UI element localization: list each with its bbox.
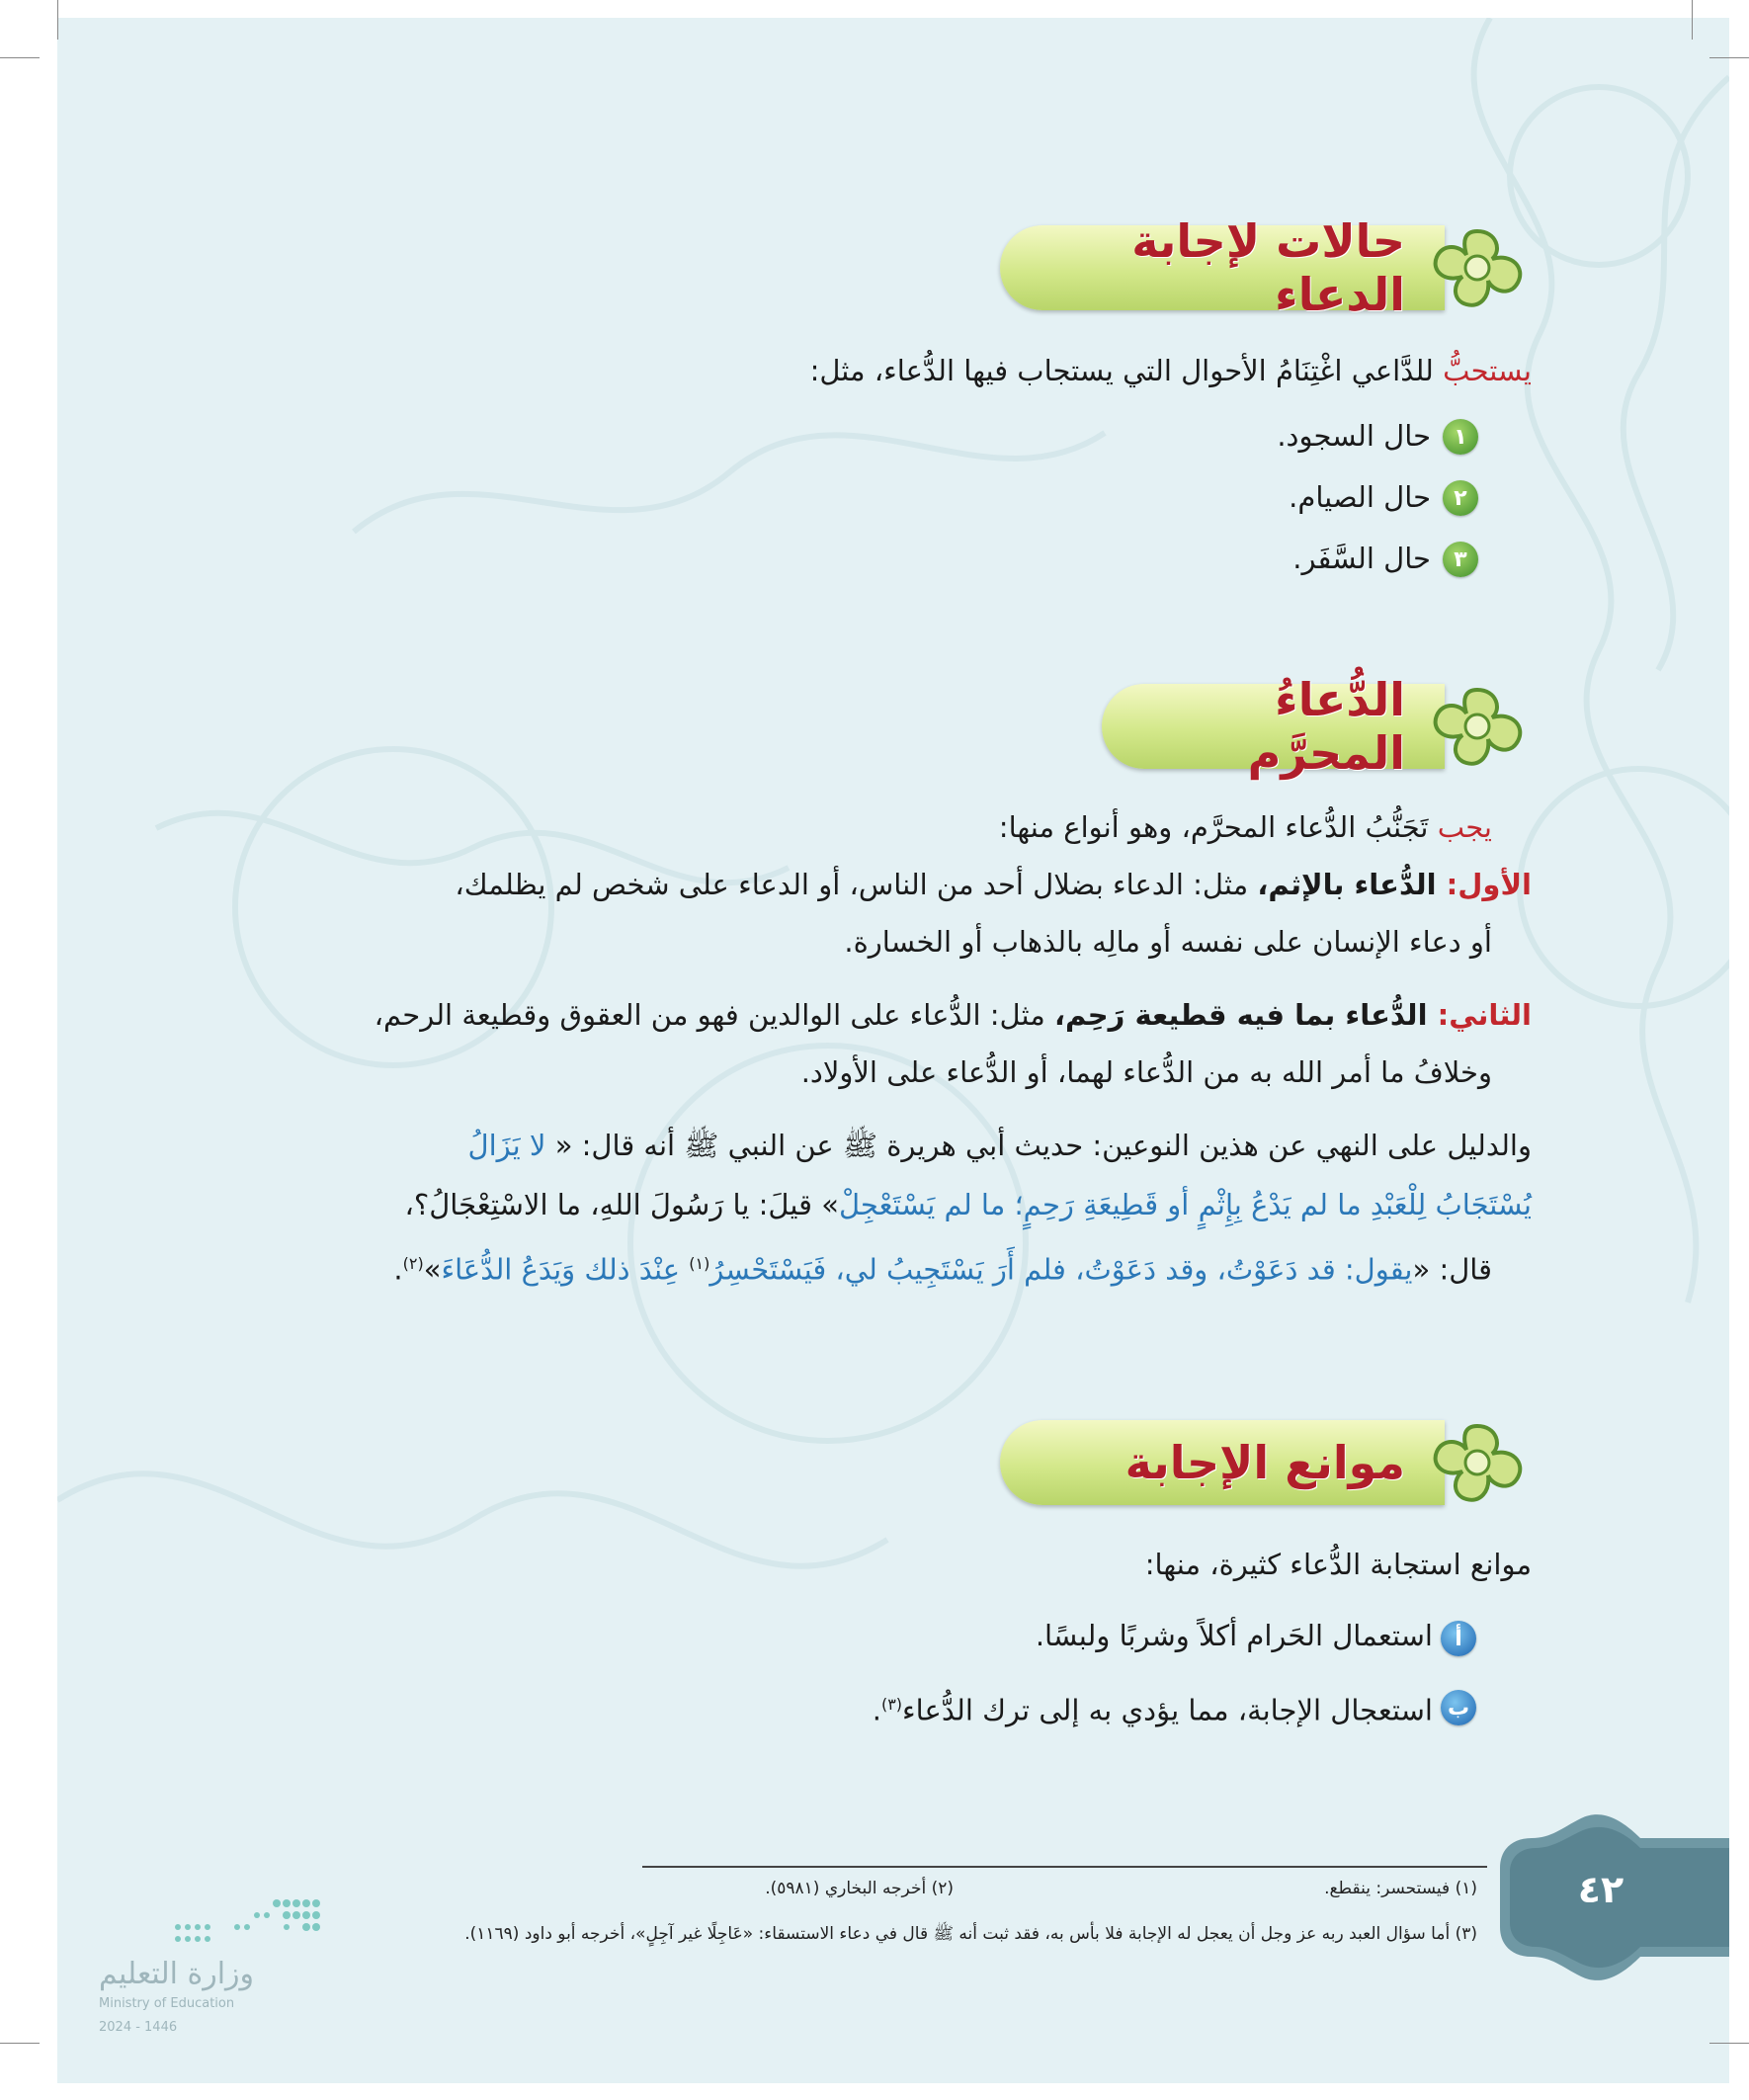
footnote-1: (١) فيستحسر: ينقطع.: [1324, 1879, 1477, 1898]
list-number-badge: ٣: [1443, 542, 1478, 577]
footnote-ref: (٢): [402, 1254, 424, 1273]
list-item: حال السجود.: [1277, 419, 1431, 453]
evidence-plain: »: [423, 1252, 442, 1287]
list-letter-badge: أ: [1441, 1621, 1476, 1656]
hadith-text: لا يَزَالُ: [467, 1129, 555, 1162]
forbidden-intro-highlight: يجب: [1437, 810, 1492, 844]
times-intro-highlight: يستحبُّ: [1443, 354, 1532, 387]
evidence-line2: [227, 1186, 1532, 1223]
forbidden-second-line2: وخلافُ ما أمر الله به من الدُّعاء لهما، أو الدُّعاء على الأولاد.: [800, 1055, 1492, 1089]
crop-mark: [0, 57, 40, 58]
ministry-year: 2024 - 1446: [99, 2020, 178, 2035]
list-number-badge: ١: [1443, 419, 1478, 455]
evidence-plain: قال: «: [1412, 1252, 1492, 1287]
footnote-2: (٢) أخرجه البخاري (٥٩٨١).: [765, 1879, 954, 1898]
section-heading-times: [1000, 214, 1445, 321]
crop-mark: [1709, 2043, 1749, 2044]
crop-mark: [57, 0, 58, 40]
footnote-separator: [642, 1866, 1487, 1868]
evidence-line1: [227, 1127, 1532, 1164]
forbidden-intro-rest: تَجَنُّبُ الدُّعاء المحرَّم، وهو أنواع منها:: [998, 810, 1438, 844]
forbidden-first-line2: أو دعاء الإنسان على نفسه أو مالِه بالذهاب أو الخسارة.: [844, 925, 1492, 959]
section-heading-forbidden: [1102, 673, 1445, 780]
obstacles-intro: موانع استجابة الدُّعاء كثيرة، منها:: [1144, 1548, 1532, 1581]
footnote-3: (٣) أما سؤال العبد ربه عز وجل أن يعجل له الإجابة فلا بأس به، فقد ثبت أنه ﷺ قال في دعاء الاستسقاء: «عَاجِلًا غير آجِلٍ»، أخرجه أبو داود (١١٦٩).: [464, 1924, 1477, 1944]
forbidden-intro: [208, 808, 1492, 846]
evidence-line3: [227, 1245, 1492, 1289]
list-item: حال الصيام.: [1289, 480, 1431, 514]
crop-mark: [0, 2043, 40, 2044]
footnote-ref: (٣): [880, 1695, 903, 1714]
ministry-name-ar: وزارة التعليم: [99, 1957, 255, 1991]
second-label: الثاني:: [1437, 998, 1532, 1032]
hadith-text: يُسْتَجَابُ لِلْعَبْدِ ما لم يَدْعُ بِإِثْمٍ أو قَطِيعَةِ رَحِمٍ؛ ما لم يَسْتَعْجِلْ: [838, 1188, 1532, 1221]
list-item: [543, 1686, 1433, 1729]
forbidden-second-line1: [227, 996, 1532, 1034]
second-text: مثل: الدُّعاء على الوالدين فهو من العقوق وقطيعة الرحم،: [374, 998, 1054, 1032]
first-text: مثل: الدعاء بضلال أحد من الناس، أو الدعاء على شخص لم يظلمك،: [455, 868, 1258, 901]
evidence-plain: .: [393, 1252, 403, 1287]
evidence-plain: » قيلَ: يا رَسُولَ اللهِ، ما الاسْتِعْجَالُ؟،: [404, 1188, 839, 1221]
list-item-text: استعجال الإجابة، مما يؤدي به إلى ترك الدُّعاء: [902, 1693, 1433, 1727]
list-number-badge: ٢: [1443, 480, 1478, 516]
crop-mark: [1692, 0, 1693, 40]
footnote-ref: (١): [689, 1254, 710, 1273]
list-item-end: .: [872, 1693, 881, 1727]
first-label: الأول:: [1446, 868, 1532, 901]
list-item: استعمال الحَرام أكلاً وشربًا ولبسًا.: [1035, 1619, 1433, 1652]
times-intro: [227, 352, 1532, 389]
evidence-plain: والدليل على النهي عن هذين النوعين: حديث أبي هريرة ﷺ عن النبي ﷺ أنه قال: «: [554, 1129, 1532, 1162]
ministry-name-en: Ministry of Education: [99, 1996, 235, 2011]
flower-ornament-icon: [1423, 223, 1532, 312]
heading-text: موانع الإجابة: [1124, 1436, 1405, 1489]
heading-text: الدُّعاءُ المحرَّم: [1247, 673, 1405, 780]
times-intro-rest: للدَّاعي اغْتِنَامُ الأحوال التي يستجاب فيها الدُّعاء، مثل:: [809, 354, 1444, 387]
background-pattern: [57, 18, 1729, 2083]
list-item: حال السَّفَر.: [1292, 542, 1431, 575]
heading-text: حالات لإجابة الدعاء: [1131, 214, 1405, 321]
list-letter-badge: ب: [1441, 1690, 1476, 1725]
forbidden-first-line1: [227, 866, 1532, 903]
crop-mark: [1709, 57, 1749, 58]
second-title: الدُّعاء بما فيه قطيعة رَحِم،: [1054, 998, 1438, 1032]
flower-ornament-icon: [1423, 1418, 1532, 1507]
flower-ornament-icon: [1423, 682, 1532, 771]
section-heading-obstacles: [1000, 1420, 1445, 1505]
page-number: ٤٢: [1577, 1868, 1624, 1911]
hadith-text: عِنْدَ ذلك وَيَدَعُ الدُّعَاءَ: [441, 1252, 690, 1287]
page-sheet: [57, 18, 1729, 2083]
hadith-text: يقول: قد دَعَوْتُ، وقد دَعَوْتُ، فلم أَرَ يَسْتَجِيبُ لي، فَيَسْتَحْسِرُ: [709, 1252, 1413, 1287]
ministry-logo-dots-icon: [168, 1895, 326, 1945]
first-title: الدُّعاء بالإثم،: [1257, 868, 1447, 901]
